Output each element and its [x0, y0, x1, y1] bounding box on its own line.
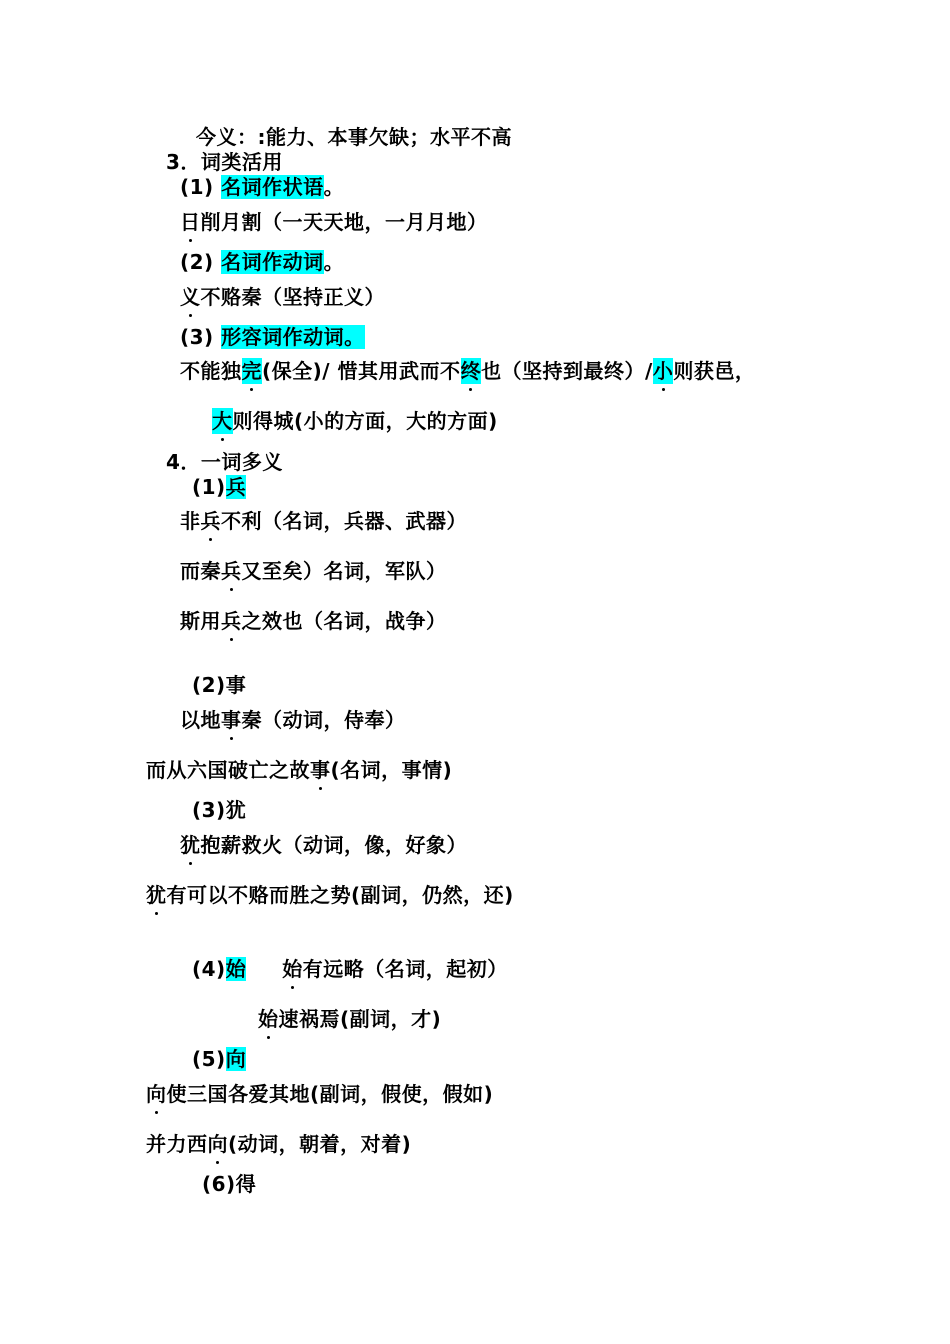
line-17: 而从六国破亡之故事(名词，事情): [146, 758, 453, 782]
line-1: 今义：:能力、本事欠缺；水平不高: [196, 125, 512, 149]
line-13: 而秦兵又至矣）名词，军队）: [180, 559, 447, 583]
subheading-3: (3)犹: [192, 798, 247, 822]
line-16: 以地事秦（动词，侍奉）: [180, 708, 406, 732]
subheading-2: (2)事: [192, 673, 247, 697]
line-12: 非兵不利（名词，兵器、武器）: [180, 509, 467, 533]
subheading-6: (6)得: [202, 1172, 257, 1196]
subheading-1: (1)兵: [192, 475, 247, 499]
section-heading-4: 4．一词多义: [166, 450, 283, 474]
line-6: 义不赂秦（坚持正义）: [180, 285, 385, 309]
line-22: 始速祸焉(副词，才): [258, 1007, 442, 1031]
line-3: (1) 名词作状语。: [180, 175, 345, 199]
line-24: 向使三国各爱其地(副词，假使，假如): [146, 1082, 494, 1106]
line-8: 不能独完(保全)/ 惜其用武而不终也（坚持到最终）/小则获邑，: [180, 359, 756, 383]
subheading-5: (5)向: [192, 1047, 247, 1071]
line-9: 大则得城(小的方面，大的方面): [212, 409, 498, 433]
line-7: (3) 形容词作动词。: [180, 325, 365, 349]
line-25: 并力西向(动词，朝着，对着): [146, 1132, 412, 1156]
section-heading-3: 3．词类活用: [166, 150, 283, 174]
line-5: (2) 名词作动词。: [180, 250, 345, 274]
line-14: 斯用兵之效也（名词，战争）: [180, 609, 447, 633]
line-19: 犹抱薪救火（动词，像，好象）: [180, 833, 467, 857]
line-4: 日削月割（一天天地，一月月地）: [180, 210, 488, 234]
line-20: 犹有可以不赂而胜之势(副词，仍然，还): [146, 883, 514, 907]
subheading-4: (4)始 始有远略（名词，起初）: [192, 957, 508, 981]
